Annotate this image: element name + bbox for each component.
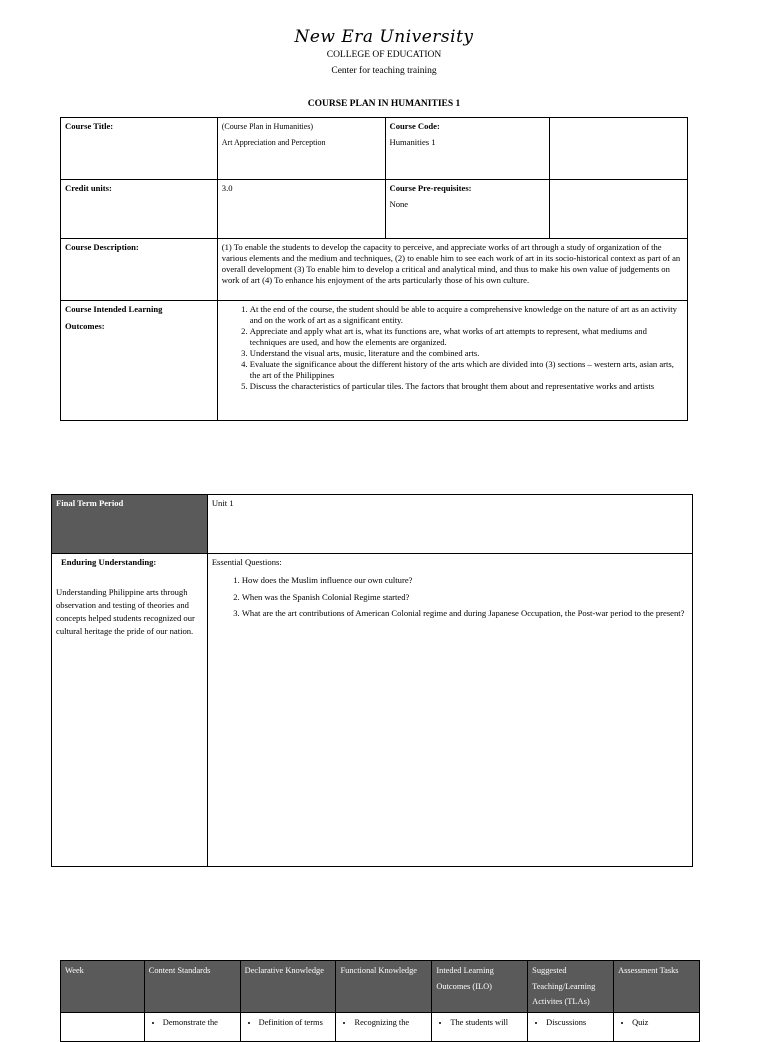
ilo-cell: [217, 301, 687, 421]
bullet-item: • Discussions: [546, 1015, 609, 1031]
unit-label: Unit 1: [211, 498, 234, 508]
prereq-value: None: [389, 199, 409, 209]
cell-content-standards: [144, 1012, 240, 1041]
description-label-cell: [61, 239, 218, 301]
final-term-period-label: Final Term Period: [56, 498, 124, 508]
cell-assessment: [614, 1012, 700, 1041]
essential-questions-cell: [207, 554, 692, 867]
header-assessment: Assessment Tasks: [614, 961, 700, 1013]
course-plan-table: [60, 960, 700, 1042]
course-code-value: Humanities 1: [389, 137, 436, 147]
credit-units-label-cell: [61, 180, 218, 239]
term-table: [51, 494, 693, 867]
cell-week: [61, 1012, 145, 1041]
empty-cell: [550, 118, 688, 180]
header-tlas: Suggested Teaching/Learning Activites (TLAs): [528, 961, 614, 1013]
enduring-understanding-label: Enduring Understanding:: [61, 557, 157, 567]
course-title-note: (Course Plan in Humanities): [221, 122, 314, 131]
page-title: COURSE PLAN IN HUMANITIES 1: [307, 99, 461, 109]
credit-units-value: 3.0: [221, 183, 233, 193]
final-term-period-cell: [52, 495, 208, 554]
header-week: Week: [61, 961, 145, 1013]
outcome-item: 4. Evaluate the significance about the different history of the arts which are divided into (3) sections – western arts, asian arts, the art of the Philippines: [250, 359, 683, 381]
ilo-label-line1: Course Intended Learning: [65, 304, 163, 314]
ilo-label-cell: [61, 301, 218, 421]
prereq-label: Course Pre-requisites:: [389, 183, 472, 193]
course-title-value: Art Appreciation and Perception: [221, 138, 326, 147]
header-ilo: Inteded Learning Outcomes (ILO): [432, 961, 528, 1013]
university-logo: New Era University: [294, 27, 474, 47]
header-content-standards: Content Standards: [144, 961, 240, 1013]
cell-functional: [336, 1012, 432, 1041]
cell-ilo: [432, 1012, 528, 1041]
outcome-item: 3. Understand the visual arts, music, literature and the combined arts.: [250, 348, 683, 359]
credit-units-label: Credit units:: [65, 183, 112, 193]
outcome-item: 2. Appreciate and apply what art is, what its functions are, what works of art attempts to represent, what mediums and techniques are used, and how the elements are organized.: [250, 326, 683, 348]
enduring-understanding-text: Understanding Philippine arts through observation and testing of theories and concepts helped students recognized our cultural heritage the pride of our nation.: [56, 587, 195, 636]
questions-list: [212, 572, 688, 622]
header-declarative-knowledge: Declarative Knowledge: [240, 961, 336, 1013]
empty-cell: [550, 180, 688, 239]
header-functional-knowledge: Functional Knowledge: [336, 961, 432, 1013]
prereq-cell: [385, 180, 550, 239]
question-item: 1. How does the Muslim influence our own culture?: [242, 572, 688, 589]
college-name: COLLEGE OF EDUCATION: [326, 50, 442, 60]
description-label: Course Description:: [65, 242, 139, 252]
outcome-item: 5. Discuss the characteristics of particular tiles. The factors that brought them about and representative works and artists: [250, 381, 683, 392]
center-name: Center for teaching training: [331, 66, 437, 76]
credit-units-cell: [217, 180, 385, 239]
bullet-item: • Definition of terms: [259, 1015, 332, 1031]
course-code-cell: [385, 118, 550, 180]
unit-cell: [207, 495, 692, 554]
bullet-item: • Demonstrate the: [163, 1015, 236, 1031]
cell-tlas: [528, 1012, 614, 1041]
description-text: (1) To enable the students to develop the capacity to perceive, and appreciate works of art through a study of organization of the various elements and the medium and techniques, (2) to enable him to see each work of art in its socio-historical context as part of an overall development (3) To enable him to develop a critical and analytical mind, and thus to make his own value of judgements on work of art (4) To enhance his enjoyment of the arts particularly those of his own culture.: [221, 242, 681, 285]
outcome-item: 1. At the end of the course, the student should be able to acquire a comprehensive knowledge on the nature of art as an activity and on the work of art as a significant entity.: [250, 304, 683, 326]
question-item: 2. When was the Spanish Colonial Regime started?: [242, 589, 688, 606]
course-title-label-cell: [61, 118, 218, 180]
ilo-label-line2: Outcomes:: [65, 321, 105, 331]
essential-questions-label: Essential Questions:: [211, 557, 282, 567]
enduring-understanding-cell: [52, 554, 208, 867]
bullet-item: • Quiz: [632, 1015, 695, 1031]
description-cell: [217, 239, 687, 301]
course-title-cell: [217, 118, 385, 180]
outcomes-list: [222, 304, 683, 392]
course-code-label: Course Code:: [389, 121, 440, 131]
bullet-item: • The students will: [450, 1015, 523, 1031]
course-info-table: [60, 117, 688, 421]
bullet-item: • Recognizing the: [354, 1015, 427, 1031]
course-title-label: Course Title:: [65, 121, 114, 131]
cell-declarative: [240, 1012, 336, 1041]
question-item: 3. What are the art contributions of American Colonial regime and during Japanese Occupation, the Post-war period to the present?: [242, 605, 688, 622]
